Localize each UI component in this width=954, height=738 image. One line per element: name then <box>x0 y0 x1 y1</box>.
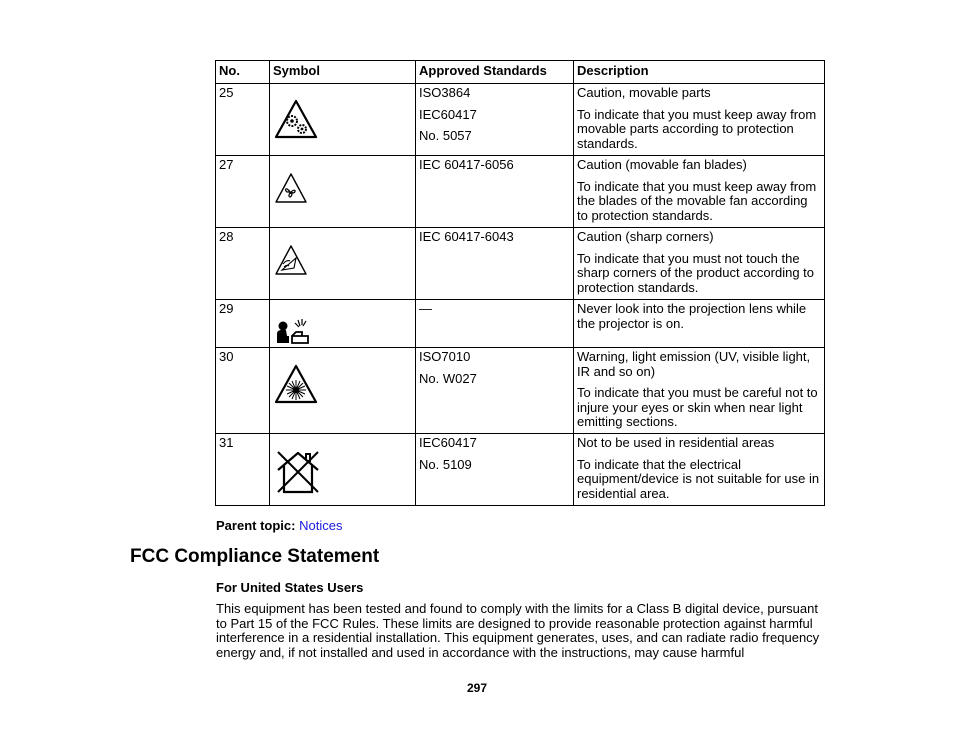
standards-cell <box>416 84 574 156</box>
header-approved-standards: Approved Standards <box>416 61 574 84</box>
description-cell <box>574 434 825 506</box>
symbol-cell <box>270 156 416 228</box>
section-heading: FCC Compliance Statement <box>130 546 380 567</box>
table-row <box>216 434 825 506</box>
standard-item: IEC 60417-6056 <box>419 157 514 172</box>
symbol-cell <box>270 228 416 300</box>
standard-item: IEC 60417-6043 <box>419 229 514 244</box>
standards-cell <box>416 228 574 300</box>
table-header-row <box>216 61 825 84</box>
standards-cell <box>416 348 574 434</box>
row-number: 30 <box>216 348 270 434</box>
description-title: Not to be used in residential areas <box>577 435 775 450</box>
parent-topic-link[interactable]: Notices <box>299 518 343 533</box>
description-title: Warning, light emission (UV, visible light, IR and so on) <box>577 349 811 379</box>
table-row <box>216 300 825 348</box>
parent-topic-label: Parent topic: <box>216 518 296 533</box>
description-title: Caution (movable fan blades) <box>577 157 747 172</box>
standard-item: ISO7010 <box>419 349 471 364</box>
description-text: To indicate that you must not touch the sharp corners of the product according to protection standards. <box>577 250 815 295</box>
standard-item: IEC60417 <box>419 106 477 122</box>
section-subheading: For United States Users <box>216 580 364 595</box>
description-cell <box>574 156 825 228</box>
row-number: 28 <box>216 228 270 300</box>
description-text: To indicate that you must keep away from movable parts according to protection standards. <box>577 106 817 151</box>
description-text: To indicate that you must be careful not to injure your eyes or skin when near light emitting sections. <box>577 385 818 429</box>
table-row <box>216 84 825 156</box>
standards-cell <box>416 434 574 506</box>
fan-blades-warning-icon <box>274 172 308 204</box>
description-title: Caution (sharp corners) <box>577 229 714 244</box>
standards-cell <box>416 156 574 228</box>
symbol-cell <box>270 84 416 156</box>
description-cell <box>574 348 825 434</box>
movable-parts-warning-icon <box>274 99 318 139</box>
description-title: Never look into the projection lens while the projector is on. <box>577 301 807 331</box>
parent-topic <box>216 518 342 533</box>
standard-item: No. 5109 <box>419 456 472 472</box>
standard-item: IEC60417 <box>419 435 477 450</box>
standard-item: No. W027 <box>419 370 477 386</box>
row-number: 29 <box>216 300 270 348</box>
row-number: 25 <box>216 84 270 156</box>
sharp-corners-warning-icon <box>274 244 308 276</box>
header-description: Description <box>574 61 825 84</box>
description-cell <box>574 228 825 300</box>
description-cell <box>574 300 825 348</box>
header-no: No. <box>216 61 270 84</box>
standards-cell <box>416 300 574 348</box>
section-paragraph: This equipment has been tested and found to comply with the limits for a Class B digital device, pursuant to Part 15 of the FCC Rules. These limits are designed to provide reasonable protection against harmful interference in a residential installation. This equipment generates, uses, and can radiate radio frequency energy and, if not installed and used in accordance with the instructions, may cause harmful <box>216 601 820 660</box>
safety-symbols-table <box>215 60 825 506</box>
description-text: To indicate that you must keep away from the blades of the movable fan according to protection standards. <box>577 178 817 223</box>
description-title: Caution, movable parts <box>577 85 711 100</box>
standard-item: No. 5057 <box>419 128 472 143</box>
standard-item: — <box>419 301 432 316</box>
row-number: 31 <box>216 434 270 506</box>
page-number: 297 <box>466 681 488 695</box>
table-row <box>216 348 825 434</box>
do-not-look-into-lens-icon <box>274 316 312 344</box>
table-row <box>216 228 825 300</box>
symbol-cell <box>270 300 416 348</box>
row-number: 27 <box>216 156 270 228</box>
description-cell <box>574 84 825 156</box>
light-emission-warning-icon <box>274 364 318 404</box>
standard-item: ISO3864 <box>419 85 471 100</box>
symbol-cell <box>270 434 416 506</box>
header-symbol: Symbol <box>270 61 416 84</box>
table-row <box>216 156 825 228</box>
description-text: To indicate that the electrical equipment/device is not suitable for use in residential area. <box>577 456 820 501</box>
not-for-residential-use-icon <box>274 450 322 496</box>
symbol-cell <box>270 348 416 434</box>
